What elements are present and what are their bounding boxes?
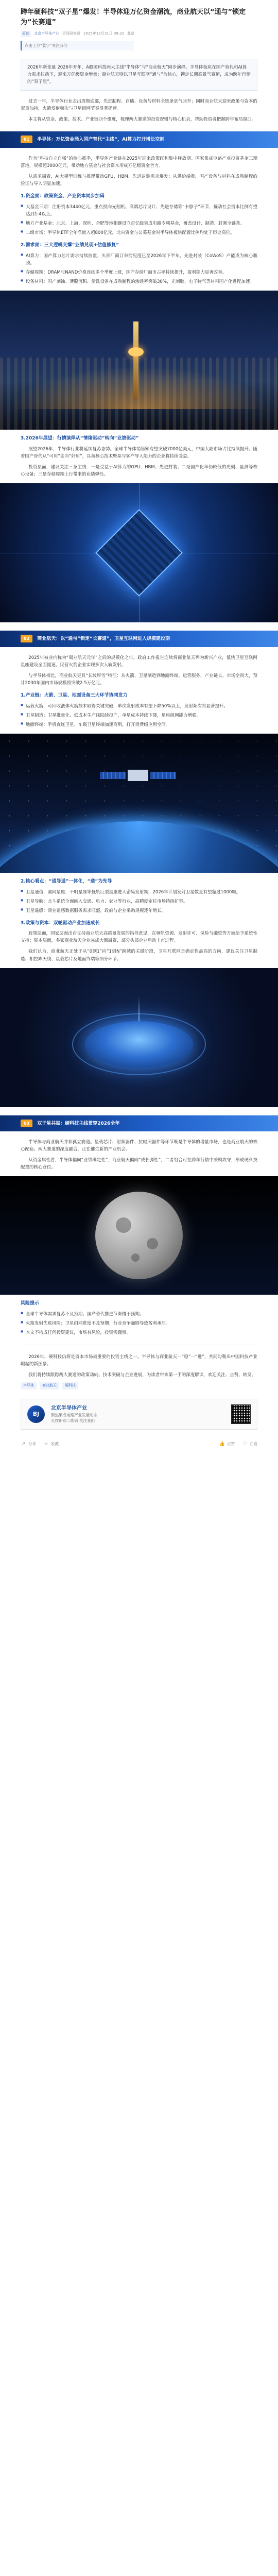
- list-item: ● 火箭发射失败风险；卫星组网进度不及预期；行业竞争加剧导致盈利承压。: [21, 1320, 257, 1327]
- author-name: 资深研究员: [62, 31, 80, 36]
- topic-tag[interactable]: 半导体: [21, 1382, 37, 1389]
- list-item: ● AI算力：国产算力芯片需求持续放量，头部厂商订单能见度已至2026年下半年，先进封装（CoWoS）产能成为核心瓶颈。: [21, 252, 257, 267]
- publish-location: 北京: [127, 31, 135, 36]
- list-item: ● 地面终端：手机直连卫星、车载卫星终端加速商用，打开消费级应用空间。: [21, 721, 257, 728]
- favorite-button[interactable]: [43, 1441, 59, 1447]
- share-label: 分享: [28, 1441, 36, 1446]
- closing-paragraph: 我们将持续跟踪两大赛道的政策动向、技术突破与企业进展，为读者带来第一手的深度解读，欢迎关注、点赞、转发。: [28, 1372, 256, 1378]
- view-button[interactable]: [242, 1441, 257, 1447]
- topic-tag[interactable]: 商业航天: [40, 1382, 59, 1389]
- section-paragraph: 半导体与商业航天并非孤立赛道。星载芯片、射频器件、抗辐照器件等环节既是半导体的增量市场，也是商业航天的核心配套。两大赛道的深度融合，正在催生新的产业机会。: [21, 1140, 257, 1153]
- section-paragraph: 从资金属性看，半导体偏向“业绩确定性”，商业航天偏向“成长弹性”，二者组合可在跨年行情中兼顾攻守，形成硬科技配置的核心仓位。: [21, 1158, 257, 1171]
- tv-tower-shape: [133, 321, 138, 399]
- subheading: 风险提示: [21, 1301, 40, 1307]
- list-item: ● 二级市场：半导体ETF全年净流入超800亿元，北向资金与公募基金对半导体板块配置比例均处于历史高位。: [21, 229, 257, 236]
- bullet-list: [21, 1311, 257, 1336]
- section-paragraph: 我们认为，商业航天正处于从“0到1”向“1到N”跨越的关键阶段，卫星互联网是确定性最高的方向，建议关注卫星制造、相控阵天线、星载芯片及地面终端等细分环节。: [21, 949, 257, 962]
- article-title: 跨年硬科技“双子星”爆发！半导体迎万亿资金潮流，商业航天以“通与”锁定为“长赛道”: [21, 8, 246, 27]
- section-banner-aerospace: [0, 631, 278, 647]
- crater-shape: [147, 1238, 158, 1249]
- bottom-action-bar: [21, 1437, 257, 1453]
- moon-shape: [95, 1192, 183, 1279]
- publish-date: 2025年12月31日 09:32: [83, 31, 125, 36]
- list-item: ● 地方产业基金：北京、上海、深圳、合肥等地相继设立百亿级集成电路专项基金，覆盖设计、制造、封测全链条。: [21, 220, 257, 227]
- satellite-icon: [128, 770, 148, 781]
- share-icon: ↗: [21, 1441, 26, 1447]
- action-group-right: [219, 1441, 257, 1447]
- share-button[interactable]: [21, 1441, 36, 1447]
- account-name-link[interactable]: 北京半导体产业: [34, 31, 59, 36]
- section-paragraph: 作为“科技自立自强”的核心抓手，半导体产业链在2025年迎来政策红利集中释放期。国家集成电路产业投资基金三期落地，规模超3000亿元，带动地方基金与社会资本形成万亿级资金合力。: [21, 156, 257, 169]
- crater-shape: [116, 1217, 131, 1233]
- like-label: 点赞: [227, 1441, 235, 1446]
- list-item: ● 设备材料：国产刻蚀、薄膜沉积、清洗设备在成熟制程的渗透率突破30%，光刻胶、电子特气等材料国产化进程加速。: [21, 278, 257, 285]
- section-paragraph: 展望2026年，半导体行业将延续复苏态势。全球半导体销售额有望突破7000亿美元，中国大陆市场占比持续提升。随着国产替代从“可用”走向“好用”，具备核心技术壁垒与客户导入能力的企业将持续受益。: [21, 446, 257, 459]
- crater-shape: [131, 1253, 140, 1262]
- closing-paragraph: 2026年，硬科技仍将是资本市场最重要的投资主线之一。半导体与商业航天一“稳”一“进”，共同勾勒出中国科技产业崛起的新图景。: [21, 1354, 257, 1367]
- bullet-list: [21, 703, 257, 728]
- section-number: 01: [21, 135, 32, 143]
- subheading: 1.资金面：政策资金、产业资本同步加码: [21, 194, 105, 199]
- list-item: ● 运载火箭：可回收液体火箭技术取得关键突破，单次发射成本有望下降50%以上，发射频次将显著提升。: [21, 703, 257, 710]
- list-item: ● 大基金三期：注册资本3440亿元，重点投向光刻机、高端芯片设计、先进存储等“卡脖子”环节，撬动社会资本比例有望达到1:4以上。: [21, 204, 257, 218]
- section-paragraph: 与半导体相比，商业航天更具“长坡厚雪”特征：从火箭、卫星制造到地面终端、运营服务，产业链长、市场空间大，预计2030年国内市场规模将突破2.5万亿元。: [21, 673, 257, 686]
- action-group-left: [21, 1441, 59, 1447]
- city-night-image: [0, 291, 278, 430]
- subheading: 3.政策与资本：双轮驱动产业加速成长: [21, 920, 100, 926]
- topic-tags: [21, 1382, 257, 1389]
- satellite-earth-image: [0, 734, 278, 873]
- view-label: 在看: [250, 1441, 257, 1446]
- like-button[interactable]: [219, 1441, 235, 1447]
- list-item: ● 卫星遥感：商业遥感数据服务需求旺盛，政府与企业采购规模逐年增长。: [21, 907, 257, 914]
- chip-die-shape: [95, 509, 183, 597]
- favorite-label: 收藏: [51, 1441, 59, 1446]
- article-meta: [21, 31, 257, 37]
- bullet-list: [21, 252, 257, 285]
- account-logo: BJ: [27, 1405, 45, 1423]
- qr-code-icon[interactable]: [231, 1404, 251, 1424]
- star-icon: ☆: [44, 1441, 48, 1447]
- section-paragraph: 从需求端看，AI大模型训练与推理带动GPU、HBM、先进封装需求爆发；从供给端看，国产设备与材料在成熟制程的验证与导入明显加速。: [21, 174, 257, 187]
- account-info: [51, 1404, 225, 1424]
- section-paragraph: 投资层面，建议关注三条主线：一是受益于AI算力的GPU、HBM、先进封装；二是国产化率仍较低的光刻、量测等核心设备；三是存储周期上行带来的业绩弹性。: [21, 464, 257, 477]
- bullet-list: [21, 889, 257, 914]
- list-item: ● 卫星导航：北斗系统全面融入交通、电力、农业等行业，高精度定位市场持续扩容。: [21, 898, 257, 905]
- section-banner-semiconductor: [0, 131, 278, 148]
- subheading: 2.需求面：三大逻辑支撑“业绩兑现+估值修复”: [21, 243, 119, 248]
- section-paragraph: 2025年被业内称为“商业航天元年”之后的规模化之年。政府工作报告连续将商业航天列为新兴产业，低轨卫星互联网星座建设全面提速，民营火箭企业实现多次入轨发射。: [21, 655, 257, 668]
- topic-tag[interactable]: 硬科技: [62, 1382, 78, 1389]
- chip-circuit-image: [0, 483, 278, 622]
- moon-image: [0, 1176, 278, 1295]
- heart-icon: ♡: [242, 1441, 247, 1447]
- lead-text: 2026年新变量 2026年开年，A股硬科技两大主线“半导体”与“商业航天”同步演绎。半导体板块在国产替代和AI算力需求拉动下，迎来万亿级资金增量；商业航天则以卫星互联网“通与”为核心，锁定长期高景气赛道，成为跨年行情的“双子星”。: [27, 65, 251, 85]
- section-banner-resonance: [0, 1115, 278, 1132]
- wafer-light-image: [0, 968, 278, 1107]
- wafer-disc-shape: [85, 1021, 193, 1067]
- intro-paragraph: 过去一年，半导体行业走出周期底部，先进制程、存储、设备与材料全链条景气回升；同时商业航天迎来政策与资本的双重加持，火箭发射频次与卫星组网节奏显著提速。: [21, 99, 257, 112]
- section-paragraph: 政策层面，国家层面出台支持商业航天高质量发展的指导意见，在频轨资源、发射许可、保险与融资等方面给予系统性支持；资本层面，多家商业航天企业完成大额融资，部分头部企业启动上市进程。: [21, 931, 257, 944]
- city-lights-glow: [0, 363, 278, 409]
- follow-prompt[interactable]: 点击上方“蓝字”关注我们: [21, 41, 134, 50]
- subheading: 2.核心看点：“通导遥”一体化，“通”为先导: [21, 878, 112, 884]
- list-item: ● 卫星制造：卫星批量化、低成本生产线陆续投产，单星成本持续下降，星座组网能力增强。: [21, 712, 257, 719]
- bullet-list: [21, 204, 257, 236]
- intro-paragraph: 本文将从资金、政策、技术、产业链四个维度，梳理两大赛道的投资逻辑与核心机会，帮助投资者把握跨年布局窗口。: [28, 117, 256, 123]
- section-title: 半导体：万亿资金涌入国产替代“主线”，AI算力打开增长空间: [37, 137, 165, 143]
- lead-box: [21, 59, 257, 91]
- list-item: ● 本文不构成任何投资建议，市场有风险，投资需谨慎。: [21, 1329, 257, 1336]
- list-item: ● 全球半导体需求复苏不及预期；国产替代推进节奏慢于预期。: [21, 1311, 257, 1318]
- qr-hint: 长按识别二维码 关注我们: [51, 1418, 95, 1423]
- subheading: 3.2026年展望：行情演绎从“情绪驱动”转向“业绩驱动”: [21, 436, 139, 442]
- list-item: ● 卫星通信：国网星座、千帆星座等低轨巨型星座进入密集发射期，2026年计划发射卫星数量有望超过1000颗。: [21, 889, 257, 896]
- section-number: 03: [21, 1120, 32, 1127]
- original-tag: 原创: [21, 31, 31, 37]
- list-item: ● 存储周期：DRAM与NAND价格连续多个季度上涨，国产存储厂商市占率持续提升，盈利能力显著改善。: [21, 269, 257, 276]
- thumbs-up-icon: 👍: [219, 1441, 225, 1447]
- section-title: 商业航天：以“通与”锁定“长赛道”，卫星互联网进入规模建设期: [37, 636, 170, 641]
- subheading: 1.产业链：火箭、卫星、地面设备三大环节协同发力: [21, 692, 128, 698]
- section-title: 双子星共振：硬科技主线贯穿2026全年: [37, 1121, 120, 1126]
- account-brand-name: 北京半导体产业: [51, 1405, 87, 1412]
- account-footer-card: [21, 1399, 257, 1430]
- section-number: 02: [21, 635, 32, 642]
- account-description: 聚焦集成电路产业发展动态: [51, 1413, 97, 1418]
